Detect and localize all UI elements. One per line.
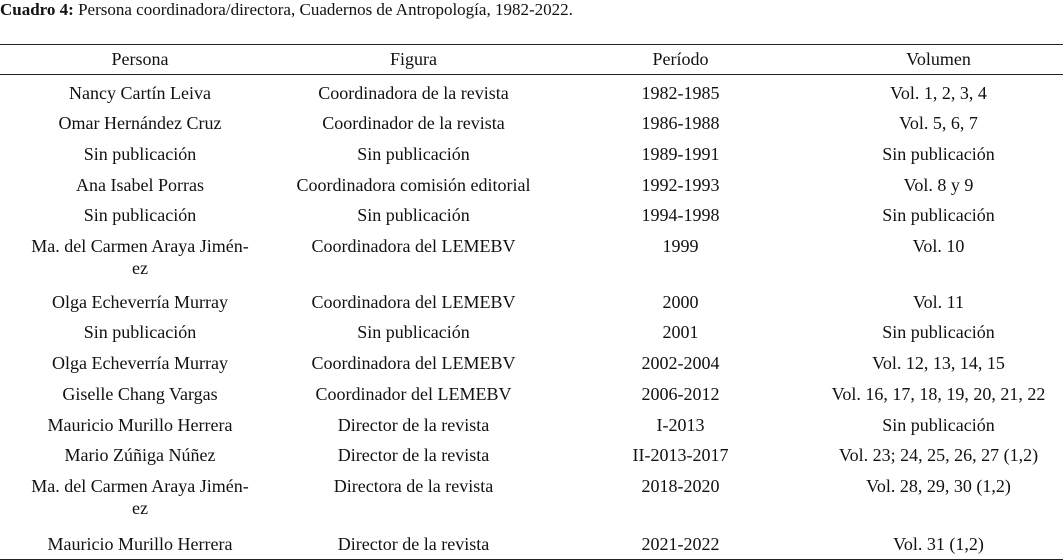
cell-figura: Coordinadora del LEMEBV (311, 236, 516, 256)
column-header-persona: Persona (111, 49, 169, 69)
column-header-periodo: Período (652, 49, 709, 69)
cell-figura: Coordinadora de la revista (318, 83, 509, 103)
cell-persona: Ma. del Carmen Araya Jimén- ez (31, 236, 249, 278)
cell-volumen: Vol. 10 (912, 236, 965, 256)
cell-persona: Sin publicación (83, 322, 197, 342)
cell-volumen: Vol. 11 (912, 292, 964, 312)
cell-figura: Coordinadora del LEMEBV (311, 292, 516, 312)
cell-periodo: 2000 (662, 292, 699, 312)
cell-persona: Ma. del Carmen Araya Jimén- ez (31, 476, 249, 518)
cell-periodo: 1992-1993 (641, 175, 720, 195)
cell-periodo: I-2013 (656, 415, 705, 435)
column-header-figura: Figura (390, 49, 437, 69)
cell-figura: Director de la revista (337, 445, 490, 465)
cell-persona: Nancy Cartín Leiva (69, 83, 211, 103)
caption-label: Cuadro 4: (0, 0, 74, 19)
cell-periodo: 1986-1988 (641, 113, 720, 133)
cell-figura: Sin publicación (357, 205, 470, 225)
cell-periodo: 2018-2020 (641, 476, 720, 496)
cell-persona: Mario Zúñiga Núñez (64, 445, 216, 465)
cell-persona: Omar Hernández Cruz (58, 113, 222, 133)
cell-periodo: 1994-1998 (641, 205, 720, 225)
cell-periodo: 2001 (662, 322, 699, 342)
cell-volumen: Sin publicación (882, 144, 995, 164)
cell-figura: Director de la revista (337, 534, 490, 554)
cell-periodo: 1999 (662, 236, 699, 256)
cell-volumen: Vol. 16, 17, 18, 19, 20, 21, 22 (831, 384, 1046, 404)
cell-persona: Mauricio Murillo Herrera (47, 415, 233, 435)
cell-periodo: 1982-1985 (641, 83, 720, 103)
cell-volumen: Vol. 12, 13, 14, 15 (872, 353, 1005, 373)
cell-periodo: 1989-1991 (641, 144, 720, 164)
cell-figura: Coordinadora del LEMEBV (311, 353, 516, 373)
cell-periodo: II-2013-2017 (632, 445, 729, 465)
cell-figura: Coordinadora comisión editorial (296, 175, 531, 195)
cell-volumen: Sin publicación (882, 415, 995, 435)
cell-persona: Ana Isabel Porras (76, 175, 204, 195)
cell-volumen: Vol. 23; 24, 25, 26, 27 (1,2) (838, 445, 1039, 465)
cell-figura: Directora de la revista (333, 476, 494, 496)
table-caption (0, 0, 1063, 20)
cell-figura: Sin publicación (357, 322, 470, 342)
cell-volumen: Vol. 5, 6, 7 (899, 113, 978, 133)
cell-periodo: 2002-2004 (641, 353, 720, 373)
cell-volumen: Vol. 28, 29, 30 (1,2) (866, 476, 1011, 496)
cell-volumen: Vol. 8 y 9 (903, 175, 974, 195)
cell-volumen: Vol. 1, 2, 3, 4 (890, 83, 987, 103)
cell-figura: Coordinador de la revista (322, 113, 505, 133)
cell-persona: Giselle Chang Vargas (62, 384, 218, 404)
cell-periodo: 2021-2022 (641, 534, 720, 554)
cell-persona: Sin publicación (83, 144, 197, 164)
cell-figura: Sin publicación (357, 144, 470, 164)
cell-periodo: 2006-2012 (641, 384, 720, 404)
caption-text: Persona coordinadora/directora, Cuadernos de Antropología, 1982-2022. (73, 0, 573, 19)
cell-volumen: Sin publicación (882, 322, 995, 342)
cell-figura: Director de la revista (337, 415, 490, 435)
cell-persona: Olga Echeverría Murray (52, 353, 228, 373)
cell-persona: Mauricio Murillo Herrera (47, 534, 233, 554)
cell-persona: Sin publicación (83, 205, 197, 225)
table-header-rule (0, 74, 1063, 75)
cell-volumen: Sin publicación (882, 205, 995, 225)
cell-figura: Coordinador del LEMEBV (315, 384, 512, 404)
cell-persona: Olga Echeverría Murray (52, 292, 228, 312)
column-header-volumen: Volumen (906, 49, 971, 69)
table-top-rule (0, 44, 1063, 45)
cell-volumen: Vol. 31 (1,2) (893, 534, 984, 554)
